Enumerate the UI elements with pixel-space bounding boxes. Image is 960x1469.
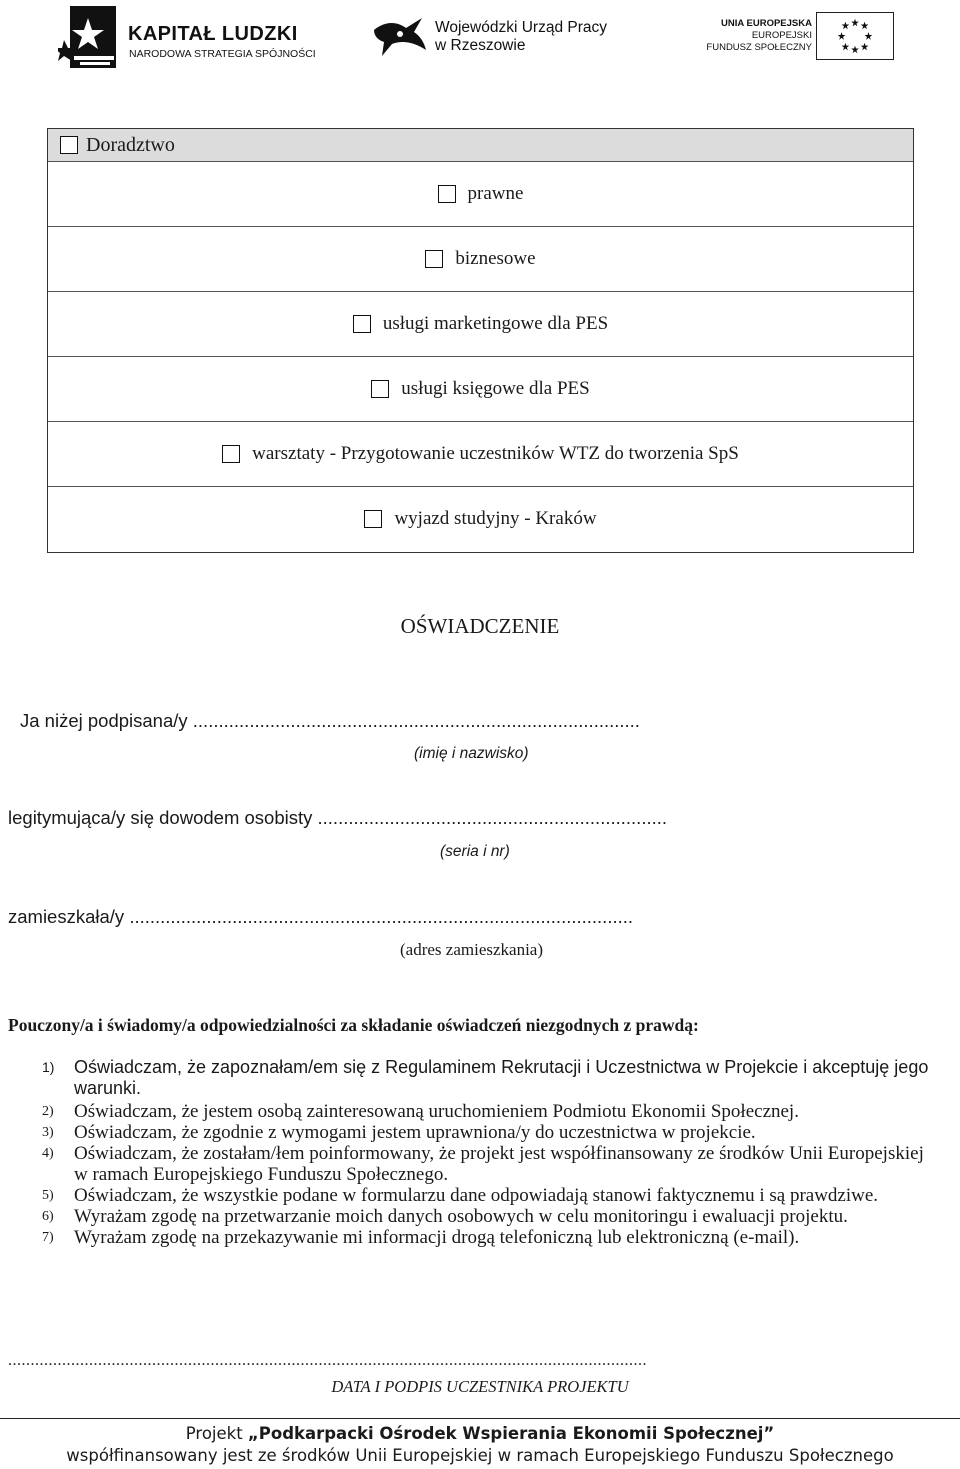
declaration-item <box>42 1057 942 1099</box>
name-field-hint: (imię i nazwisko) <box>414 745 529 762</box>
declaration-text: Oświadczam, że zgodnie z wymogami jestem uprawniona/y do uczestnictwa w projekcie. <box>74 1122 756 1143</box>
service-option-row[interactable] <box>48 422 913 487</box>
wup-rzeszow-logo <box>370 12 640 62</box>
eu-text-line1: UNIA EUROPEJSKA <box>721 18 812 29</box>
address-field-line[interactable]: zamieszkała/y .................................................................................................. <box>8 906 634 927</box>
id-field-line[interactable]: legitymująca/y się dowodem osobisty .................................................................... <box>8 807 668 828</box>
services-table <box>47 128 914 553</box>
declaration-number: 5) <box>42 1188 54 1203</box>
statement-intro: Pouczony/a i świadomy/a odpowiedzialności za składanie oświadczeń niezgodnych z prawdą: <box>8 1015 699 1035</box>
footer-project-line <box>0 1424 960 1443</box>
id-field-hint: (seria i nr) <box>440 843 510 860</box>
kapital-ludzki-star-icon <box>58 4 120 74</box>
declaration-list <box>42 1057 942 1248</box>
service-option-row[interactable] <box>48 487 913 551</box>
service-option-label: usługi księgowe dla PES <box>401 378 590 399</box>
declaration-item <box>42 1206 942 1227</box>
service-checkbox[interactable] <box>438 185 456 203</box>
eu-text-line2: EUROPEJSKI <box>751 30 812 41</box>
wup-bird-icon <box>370 12 430 62</box>
declaration-text: Oświadczam, że zapoznałam/em się z Regulaminem Rekrutacji i Uczestnictwa w Projekcie i akceptuję jego warunki. <box>74 1057 929 1098</box>
checkbox-doradztwo[interactable] <box>60 136 78 154</box>
kapital-ludzki-subtitle: NARODOWA STRATEGIA SPÓJNOŚCI <box>129 48 316 60</box>
service-checkbox[interactable] <box>353 315 371 333</box>
declaration-number: 6) <box>42 1209 54 1224</box>
eu-efs-text <box>706 18 812 54</box>
declaration-item <box>42 1101 942 1122</box>
kapital-ludzki-title: KAPITAŁ LUDZKI <box>128 23 298 45</box>
service-checkbox[interactable] <box>222 445 240 463</box>
services-heading-row[interactable] <box>48 129 913 162</box>
service-option-label: warsztaty - Przygotowanie uczestników WTZ do tworzenia SpS <box>252 443 739 464</box>
service-option-row[interactable] <box>48 292 913 357</box>
declaration-number: 3) <box>42 1125 54 1140</box>
declaration-text: Wyrażam zgodę na przetwarzanie moich danych osobowych w celu monitoringu i ewaluacji projektu. <box>74 1206 848 1227</box>
declaration-text: Oświadczam, że zostałam/łem poinformowany, że projekt jest współfinansowany ze środków Unii Europejskiej w ramach Europejskiego Funduszu Społecznego. <box>74 1143 924 1185</box>
service-option-row[interactable] <box>48 162 913 227</box>
declaration-item <box>42 1185 942 1206</box>
signature-line[interactable]: .............................................................................................................................................. <box>8 1352 647 1369</box>
footer-funding-line: współfinansowany jest ze środków Unii Europejskiej w ramach Europejskiego Funduszu Społecznego <box>66 1446 894 1465</box>
statement-title: OŚWIADCZENIE <box>400 614 560 638</box>
service-checkbox[interactable] <box>364 510 382 528</box>
signature-label: DATA I PODPIS UCZESTNIKA PROJEKTU <box>331 1377 629 1396</box>
declaration-item <box>42 1227 942 1248</box>
declaration-number: 2) <box>42 1104 54 1119</box>
services-heading-label: Doradztwo <box>86 133 175 156</box>
service-option-label: prawne <box>467 183 524 204</box>
wup-name-line2: w Rzeszowie <box>435 37 526 54</box>
declaration-number: 1) <box>42 1059 55 1075</box>
eu-efs-logo <box>706 12 896 62</box>
service-checkbox[interactable] <box>425 250 443 268</box>
eu-text-line3: FUNDUSZ SPOŁECZNY <box>706 42 812 53</box>
declaration-number: 4) <box>42 1146 54 1161</box>
wup-name-line1: Wojewódzki Urząd Pracy <box>435 19 607 36</box>
address-field-hint: (adres zamieszkania) <box>400 940 543 959</box>
service-option-label: biznesowe <box>455 248 536 269</box>
declaration-text: Oświadczam, że wszystkie podane w formularzu dane odpowiadają stanowi faktycznemu i są prawdziwe. <box>74 1185 879 1206</box>
eu-flag-icon <box>816 12 894 60</box>
declaration-item <box>42 1143 942 1185</box>
service-checkbox[interactable] <box>371 380 389 398</box>
service-option-row[interactable] <box>48 227 913 292</box>
footer-project-name: „Podkarpacki Ośrodek Wspierania Ekonomii Społecznej” <box>247 1424 775 1443</box>
declaration-number: 7) <box>42 1230 54 1245</box>
kapital-ludzki-logo <box>58 4 318 74</box>
declaration-item <box>42 1122 942 1143</box>
footer-divider <box>0 1418 960 1419</box>
service-option-label: usługi marketingowe dla PES <box>382 313 609 334</box>
service-option-label: wyjazd studyjny - Kraków <box>394 508 597 529</box>
name-field-line[interactable]: Ja niżej podpisana/y ....................................................................................... <box>20 710 640 731</box>
declaration-text: Wyrażam zgodę na przekazywanie mi informacji drogą telefoniczną lub elektroniczną (e-mail). <box>74 1227 800 1248</box>
service-option-row[interactable] <box>48 357 913 422</box>
declaration-text: Oświadczam, że jestem osobą zainteresowaną uruchomieniem Podmiotu Ekonomii Społecznej. <box>74 1101 799 1122</box>
footer-prefix: Projekt <box>185 1424 248 1443</box>
